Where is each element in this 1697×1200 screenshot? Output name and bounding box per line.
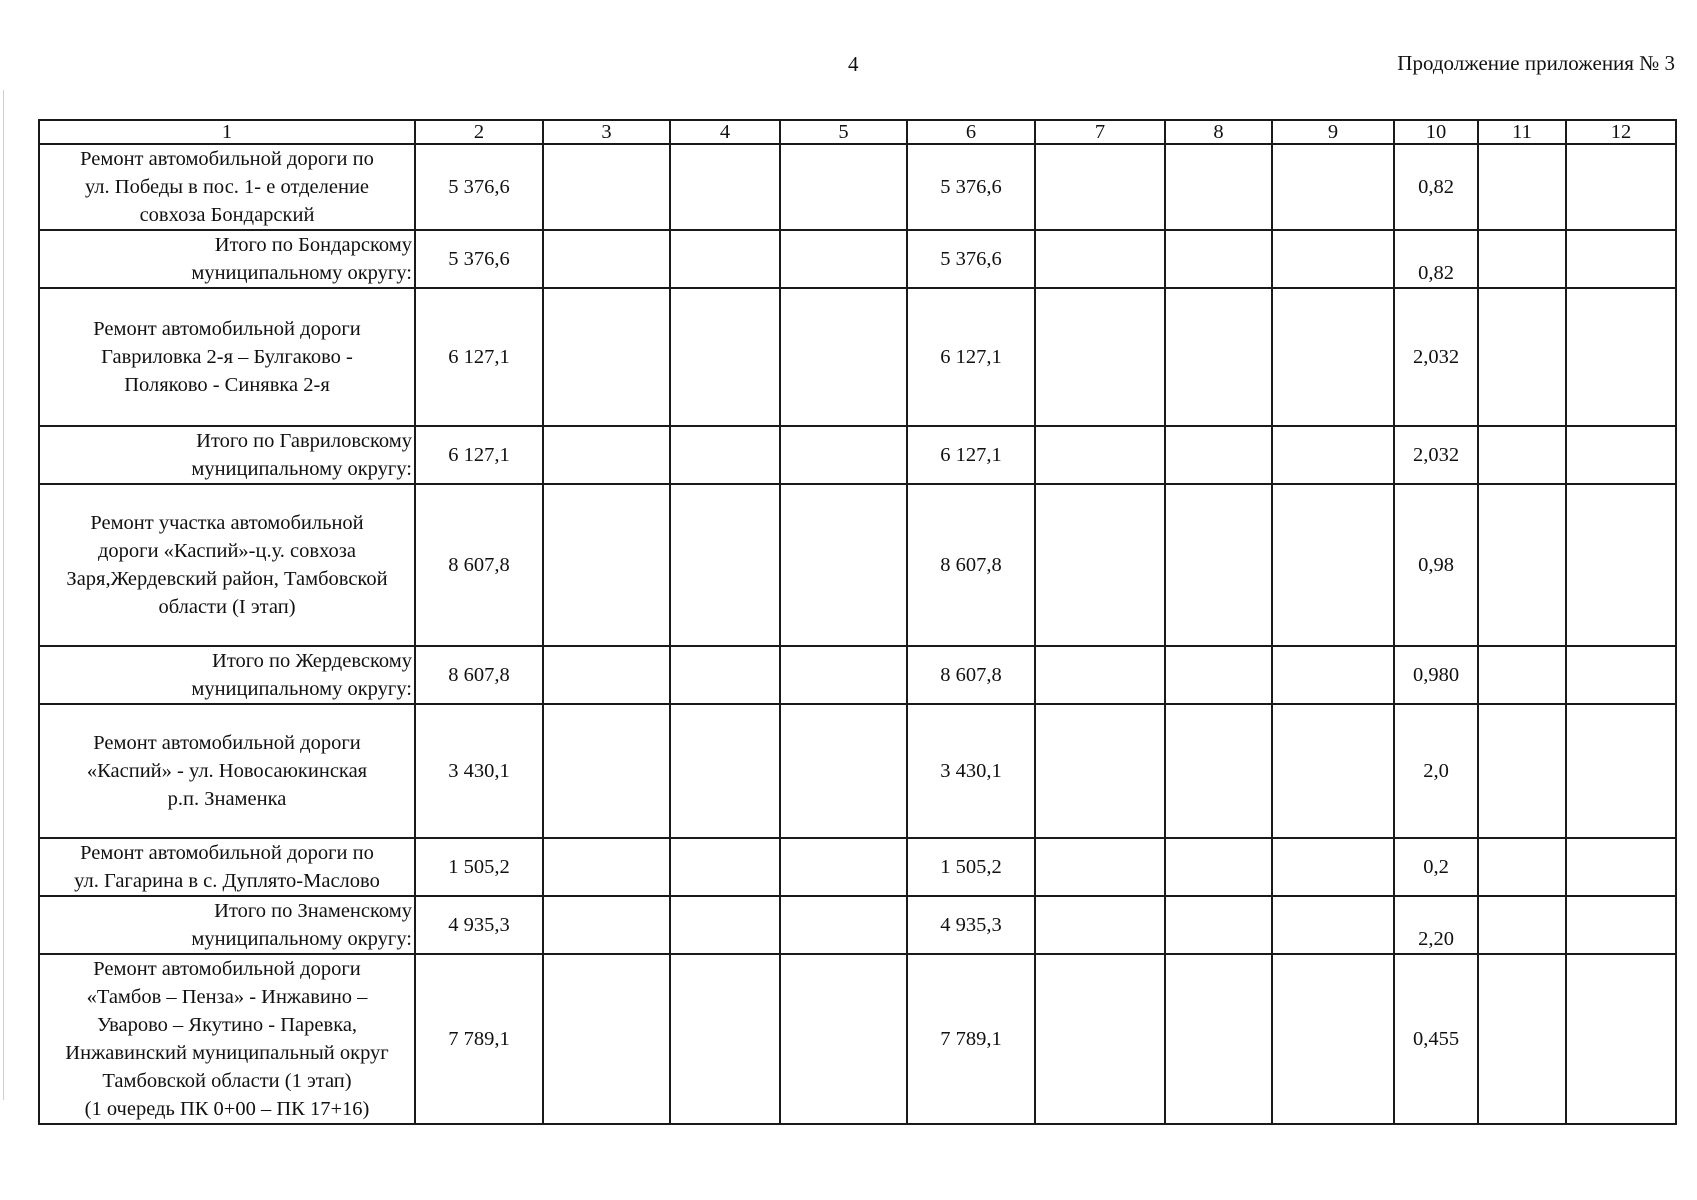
empty-cell: [1035, 838, 1165, 896]
cell-col-2: 8 607,8: [415, 484, 543, 646]
cell-col-2: 3 430,1: [415, 704, 543, 838]
empty-cell: [780, 144, 907, 230]
empty-cell: [1566, 230, 1676, 288]
table-row: [39, 954, 1676, 1124]
empty-cell: [1566, 426, 1676, 484]
table-row: [39, 704, 1676, 838]
cell-col-10: 0,82: [1394, 144, 1478, 230]
column-number-8: 8: [1165, 120, 1272, 144]
description-line: Инжавинский муниципальный округ: [65, 1042, 389, 1064]
description-line: муниципальному округу:: [191, 678, 412, 700]
empty-cell: [780, 288, 907, 426]
description-line: ул. Победы в пос. 1- е отделение: [84, 176, 370, 198]
subtotal-row: [39, 646, 1676, 704]
empty-cell: [1165, 896, 1272, 954]
work-description: [39, 954, 415, 1124]
work-description: [39, 144, 415, 230]
empty-cell: [1272, 646, 1394, 704]
description-line: Итого по Гавриловскому: [196, 430, 412, 452]
column-number-3: 3: [543, 120, 670, 144]
subtotal-label: [39, 230, 415, 288]
empty-cell: [1272, 838, 1394, 896]
empty-cell: [1566, 896, 1676, 954]
subtotal-row: [39, 230, 1676, 288]
empty-cell: [1272, 426, 1394, 484]
empty-cell: [543, 288, 670, 426]
empty-cell: [670, 426, 780, 484]
description-line: Итого по Жердевскому: [212, 650, 412, 672]
empty-cell: [1272, 144, 1394, 230]
table-row: [39, 144, 1676, 230]
empty-cell: [1272, 288, 1394, 426]
column-number-10: 10: [1394, 120, 1478, 144]
description-line: Уварово – Якутино - Паревка,: [96, 1014, 358, 1036]
description-line: Итого по Бондарскому: [214, 234, 412, 256]
cell-col-2: 6 127,1: [415, 288, 543, 426]
description-line: «Каспий» - ул. Новосаюкинская: [86, 760, 368, 782]
cell-col-10: 2,032: [1394, 426, 1478, 484]
empty-cell: [780, 230, 907, 288]
empty-cell: [780, 426, 907, 484]
empty-cell: [1566, 838, 1676, 896]
empty-cell: [1165, 144, 1272, 230]
empty-cell: [1165, 838, 1272, 896]
cell-col-10: 2,0: [1394, 704, 1478, 838]
subtotal-row: [39, 896, 1676, 954]
cell-col-6: 5 376,6: [907, 230, 1035, 288]
description-line: муниципальному округу:: [191, 458, 412, 480]
description-line: (1 очередь ПК 0+00 – ПК 17+16): [84, 1098, 370, 1120]
empty-cell: [1272, 230, 1394, 288]
empty-cell: [670, 896, 780, 954]
empty-cell: [1165, 426, 1272, 484]
description-line: ул. Гагарина в с. Дуплято-Маслово: [74, 870, 380, 892]
cell-col-10: 0,82: [1394, 230, 1478, 288]
empty-cell: [1035, 288, 1165, 426]
empty-cell: [1566, 954, 1676, 1124]
description-line: области (I этап): [158, 596, 296, 618]
cell-col-10: 0,2: [1394, 838, 1478, 896]
cell-col-10: 0,980: [1394, 646, 1478, 704]
cell-col-6: 8 607,8: [907, 646, 1035, 704]
cell-col-10: 2,20: [1394, 896, 1478, 954]
empty-cell: [1272, 484, 1394, 646]
empty-cell: [1035, 144, 1165, 230]
description-line: Заря,Жердевский район, Тамбовской: [66, 568, 388, 590]
work-description: [39, 288, 415, 426]
empty-cell: [1035, 426, 1165, 484]
description-line: Гавриловка 2-я – Булгаково -: [101, 346, 353, 368]
empty-cell: [670, 954, 780, 1124]
empty-cell: [670, 230, 780, 288]
cell-col-6: 4 935,3: [907, 896, 1035, 954]
empty-cell: [670, 144, 780, 230]
work-description: [39, 838, 415, 896]
empty-cell: [1478, 646, 1566, 704]
empty-cell: [780, 646, 907, 704]
empty-cell: [670, 704, 780, 838]
empty-cell: [543, 484, 670, 646]
column-number-5: 5: [780, 120, 907, 144]
cell-col-6: 5 376,6: [907, 144, 1035, 230]
empty-cell: [1478, 426, 1566, 484]
empty-cell: [1272, 704, 1394, 838]
empty-cell: [543, 896, 670, 954]
empty-cell: [1035, 484, 1165, 646]
column-number-6: 6: [907, 120, 1035, 144]
empty-cell: [1566, 288, 1676, 426]
description-line: муниципальному округу:: [191, 262, 412, 284]
subtotal-label: [39, 896, 415, 954]
column-number-1: 1: [39, 120, 415, 144]
column-number-2: 2: [415, 120, 543, 144]
empty-cell: [780, 704, 907, 838]
column-number-row: [39, 120, 1676, 144]
empty-cell: [543, 646, 670, 704]
empty-cell: [670, 288, 780, 426]
empty-cell: [1478, 896, 1566, 954]
description-line: Ремонт участка автомобильной: [90, 512, 364, 534]
cell-col-2: 7 789,1: [415, 954, 543, 1124]
empty-cell: [1478, 144, 1566, 230]
empty-cell: [780, 896, 907, 954]
table-row: [39, 838, 1676, 896]
empty-cell: [1272, 954, 1394, 1124]
column-number-7: 7: [1035, 120, 1165, 144]
empty-cell: [1035, 646, 1165, 704]
description-line: совхоза Бондарский: [139, 204, 315, 226]
column-number-4: 4: [670, 120, 780, 144]
description-line: дороги «Каспий»-ц.у. совхоза: [97, 540, 356, 562]
cell-col-6: 7 789,1: [907, 954, 1035, 1124]
cell-col-6: 6 127,1: [907, 288, 1035, 426]
description-line: Тамбовской области (1 этап): [102, 1070, 352, 1092]
empty-cell: [780, 838, 907, 896]
description-line: «Тамбов – Пенза» - Инжавино –: [86, 986, 368, 1008]
empty-cell: [1478, 288, 1566, 426]
description-line: Ремонт автомобильной дороги: [93, 318, 361, 340]
table-row: [39, 484, 1676, 646]
cell-col-2: 5 376,6: [415, 144, 543, 230]
cell-col-10: 2,032: [1394, 288, 1478, 426]
empty-cell: [543, 144, 670, 230]
description-line: Ремонт автомобильной дороги по: [80, 148, 374, 170]
empty-cell: [1566, 484, 1676, 646]
empty-cell: [1165, 646, 1272, 704]
description-line: Поляково - Синявка 2-я: [124, 374, 330, 396]
cell-col-10: 0,455: [1394, 954, 1478, 1124]
description-line: муниципальному округу:: [191, 928, 412, 950]
column-number-9: 9: [1272, 120, 1394, 144]
empty-cell: [1566, 144, 1676, 230]
description-line: р.п. Знаменка: [167, 788, 287, 810]
cell-col-2: 6 127,1: [415, 426, 543, 484]
empty-cell: [543, 426, 670, 484]
empty-cell: [1478, 230, 1566, 288]
cell-col-6: 3 430,1: [907, 704, 1035, 838]
cell-col-2: 8 607,8: [415, 646, 543, 704]
work-description: [39, 704, 415, 838]
empty-cell: [1165, 230, 1272, 288]
subtotal-label: [39, 426, 415, 484]
description-line: Ремонт автомобильной дороги по: [80, 842, 374, 864]
empty-cell: [1165, 704, 1272, 838]
cell-col-6: 1 505,2: [907, 838, 1035, 896]
description-line: Итого по Знаменскому: [214, 900, 412, 922]
empty-cell: [1272, 896, 1394, 954]
empty-cell: [1035, 704, 1165, 838]
cell-col-2: 5 376,6: [415, 230, 543, 288]
cell-col-6: 6 127,1: [907, 426, 1035, 484]
cell-col-2: 1 505,2: [415, 838, 543, 896]
cell-col-10: 0,98: [1394, 484, 1478, 646]
empty-cell: [1478, 484, 1566, 646]
appendix-continuation-label: Продолжение приложения № 3: [1397, 51, 1675, 75]
page-number: 4: [848, 52, 859, 76]
column-number-12: 12: [1566, 120, 1676, 144]
empty-cell: [543, 230, 670, 288]
scan-edge-line: [3, 90, 4, 1100]
cell-col-2: 4 935,3: [415, 896, 543, 954]
empty-cell: [1035, 954, 1165, 1124]
empty-cell: [670, 484, 780, 646]
empty-cell: [543, 704, 670, 838]
description-line: Ремонт автомобильной дороги: [93, 958, 361, 980]
empty-cell: [1566, 646, 1676, 704]
empty-cell: [1478, 954, 1566, 1124]
empty-cell: [1165, 484, 1272, 646]
empty-cell: [1035, 896, 1165, 954]
empty-cell: [670, 838, 780, 896]
subtotal-label: [39, 646, 415, 704]
empty-cell: [1478, 704, 1566, 838]
empty-cell: [543, 838, 670, 896]
empty-cell: [780, 954, 907, 1124]
table-row: [39, 288, 1676, 426]
empty-cell: [543, 954, 670, 1124]
empty-cell: [670, 646, 780, 704]
appendix-table: [38, 119, 1677, 1125]
empty-cell: [1478, 838, 1566, 896]
cell-col-6: 8 607,8: [907, 484, 1035, 646]
empty-cell: [1566, 704, 1676, 838]
empty-cell: [1165, 954, 1272, 1124]
empty-cell: [1035, 230, 1165, 288]
subtotal-row: [39, 426, 1676, 484]
description-line: Ремонт автомобильной дороги: [93, 732, 361, 754]
empty-cell: [780, 484, 907, 646]
column-number-11: 11: [1478, 120, 1566, 144]
work-description: [39, 484, 415, 646]
empty-cell: [1165, 288, 1272, 426]
